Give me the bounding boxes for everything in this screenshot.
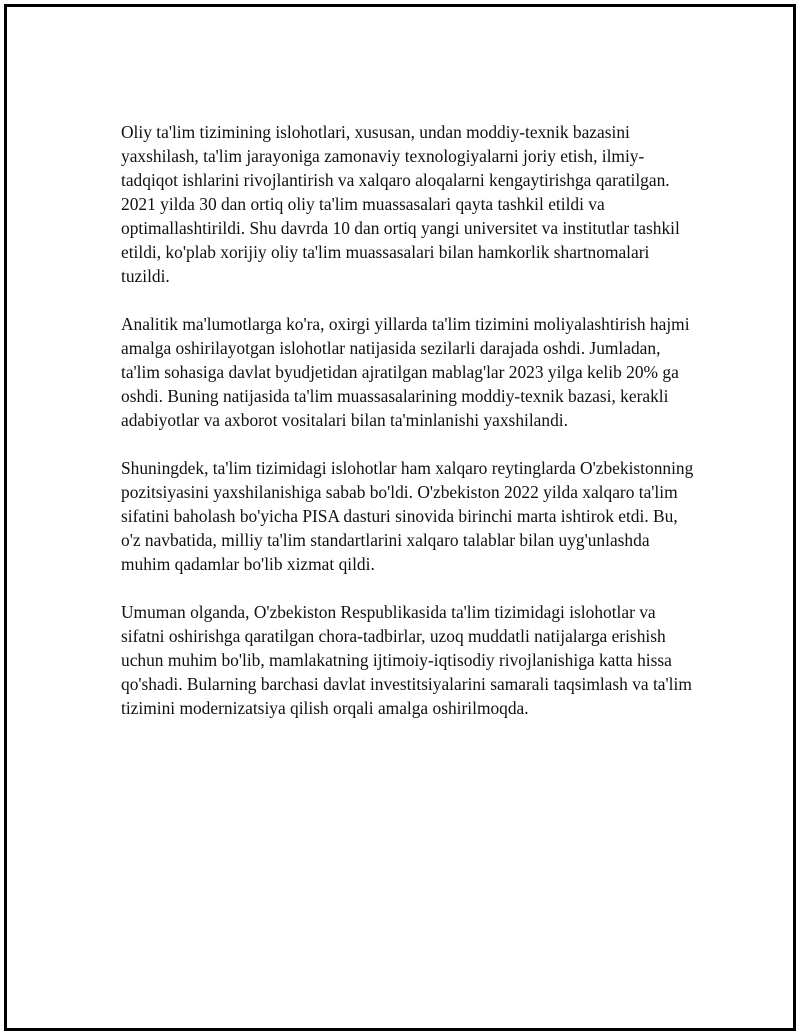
document-body <box>121 120 701 744</box>
paragraph-1: Oliy ta'lim tizimining islohotlari, xususan, undan moddiy-texnik bazasini yaxshilash, ta'lim jarayoniga zamonaviy texnologiyalarni joriy etish, ilmiy-tadqiqot ishlarini rivojlantirish va xalqaro aloqalarni kengaytirishga qaratilgan. 2021 yilda 30 dan ortiq oliy ta'lim muassasalari qayta tashkil etildi va optimallashtirildi. Shu davrda 10 dan ortiq yangi universitet va institutlar tashkil etildi, ko'plab xorijiy oliy ta'lim muassasalari bilan hamkorlik shartnomalari tuzildi. <box>121 122 680 286</box>
paragraph-4: Umuman olganda, O'zbekiston Respublikasida ta'lim tizimidagi islohotlar va sifatni oshirishga qaratilgan chora-tadbirlar, uzoq muddatli natijalarga erishish uchun muhim bo'lib, mamlakatning ijtimoiy-iqtisodiy rivojlanishiga katta hissa qo'shadi. Bularning barchasi davlat investitsiyalarini samarali taqsimlash va ta'lim tizimini modernizatsiya qilish orqali amalga oshirilmoqda. <box>121 602 692 718</box>
paragraph-2: Analitik ma'lumotlarga ko'ra, oxirgi yillarda ta'lim tizimini moliyalashtirish hajmi amalga oshirilayotgan islohotlar natijasida sezilarli darajada oshdi. Jumladan, ta'lim sohasiga davlat byudjetidan ajratilgan mablag'lar 2023 yilga kelib 20% ga oshdi. Buning natijasida ta'lim muassasalarining moddiy-texnik bazasi, kerakli adabiyotlar va axborot vositalari bilan ta'minlanishi yaxshilandi. <box>121 314 690 430</box>
page-frame <box>4 4 796 1031</box>
paragraph-3: Shuningdek, ta'lim tizimidagi islohotlar ham xalqaro reytinglarda O'zbekistonning pozitsiyasini yaxshilanishiga sabab bo'ldi. O'zbekiston 2022 yilda xalqaro ta'lim sifatini baholash bo'yicha PISA dasturi sinovida birinchi marta ishtirok etdi. Bu, o'z navbatida, milliy ta'lim standartlarini xalqaro talablar bilan uyg'unlashda muhim qadamlar bo'lib xizmat qildi. <box>121 458 694 574</box>
